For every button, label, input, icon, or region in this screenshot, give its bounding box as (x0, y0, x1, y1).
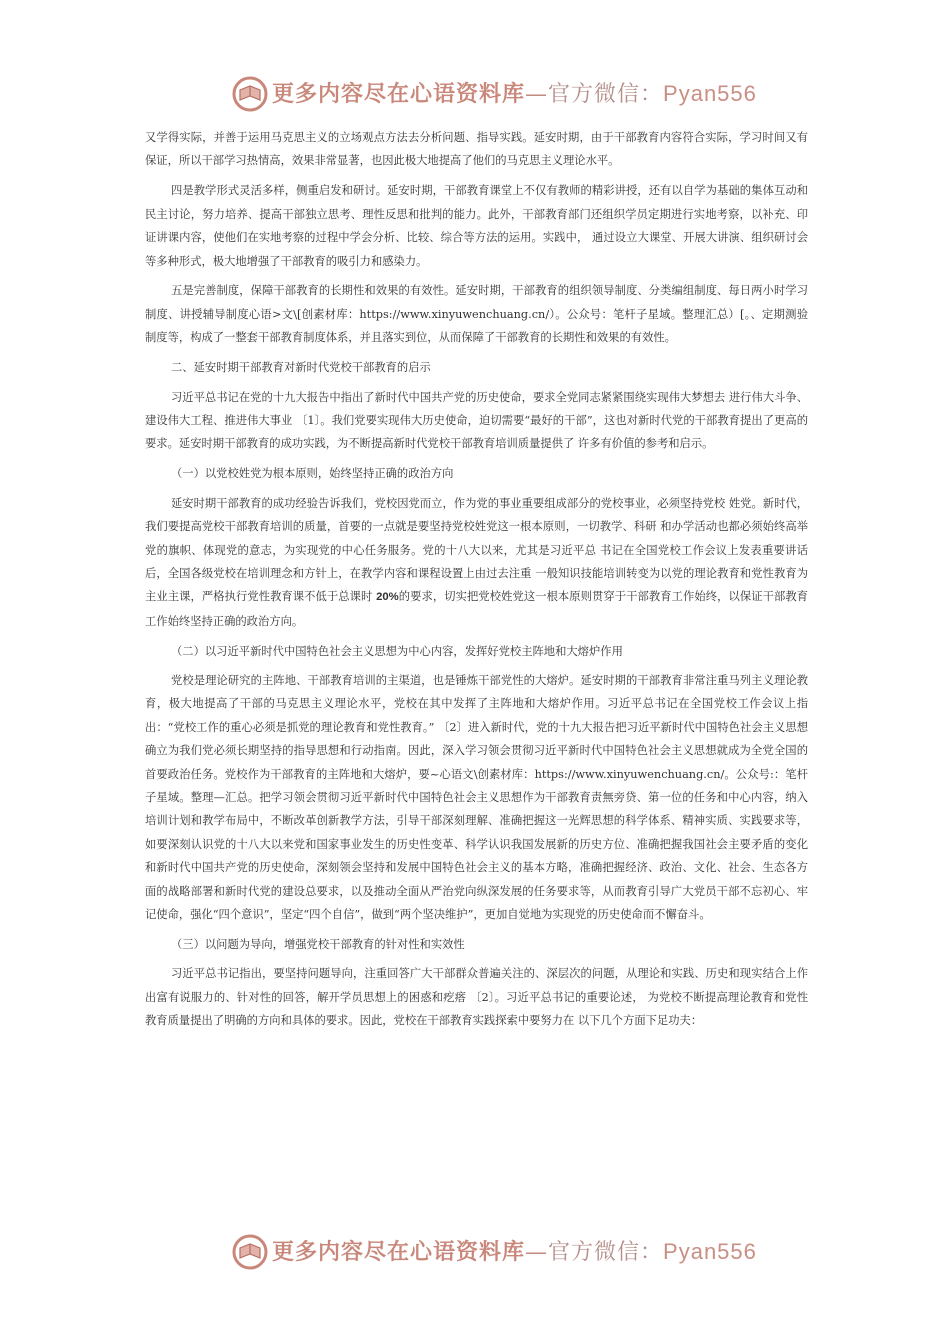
watermark-banner-bottom (0, 1230, 950, 1276)
book-logo-icon (232, 76, 268, 112)
subsection-heading-2: （二）以习近平新时代中国特色社会主义思想为中心内容，发挥好党校主阵地和大熔炉作用 (170, 644, 623, 658)
paragraph-7: 习近平总书记指出，要坚持问题导向，注重回答广大干部群众普遍关注的、深层次的问题，从理论和实践、历史和现实结合上作出富有说服力的、针对性的回答，解开学员思想上的困惑和疙瘩 〔2〕。习近平总书记的重要论述， 为党校不断提高理论教育和党性教育质量提出了明确的方向和具体的要求。因此，党校在干部教育实践探索中要努力在 以下几个方面下足功夫： (145, 967, 808, 1028)
subsection-heading-1: （一）以党校姓党为根本原则，始终坚持正确的政治方向 (170, 467, 454, 481)
paragraph-3: 五是完善制度，保障干部教育的长期性和效果的有效性。延安时期，干部教育的组织领导制度、分类编组制度、每日两小时学习制度、讲授辅导制度心语>文\[创素材库：https://www.xinyuwenchuang.cn/）。公众号：笔杆子星域。整理汇总）[。、定期测验制度等，构成了一整套干部教育制度体系，并且落实到位，从而保障了干部教育的长期性和效果的有效性。 (145, 284, 808, 345)
document-body (145, 126, 808, 1039)
paragraph-4: 习近平总书记在党的十九大报告中指出了新时代中国共产党的历史使命，要求全党同志紧紧围绕实现伟大梦想去 进行伟大斗争、建设伟大工程、推进伟大事业 〔1〕。我们党要实现伟大历史使命，迫切需要“最好的干部”，这也对新时代党的干部教育提出了更高的要求。延安时期干部教育的成功实践，为不断提高新时代党校干部教育培训质量提供了 许多有价值的参考和启示。 (145, 390, 808, 451)
section-heading-2: 二、延安时期干部教育对新时代党校干部教育的启示 (170, 361, 431, 375)
watermark-text: 更多内容尽在心语资料库—官方微信：Pyan556 (272, 1239, 757, 1265)
watermark-banner-top (0, 72, 950, 118)
paragraph-1: 又学得实际，并善于运用马克思主义的立场观点方法去分析问题、指导实践。延安时期，由于干部教育内容符合实际，学习时间又有保证，所以干部学习热情高，效果非常显著，也因此极大地提高了他们的马克思主义理论水平。 (145, 131, 808, 168)
subsection-heading-3: （三）以问题为导向，增强党校干部教育的针对性和实效性 (170, 938, 465, 951)
watermark-text: 更多内容尽在心语资料库—官方微信：Pyan556 (272, 81, 757, 107)
book-logo-icon (232, 1234, 268, 1270)
paragraph-6: 党校是理论研究的主阵地、干部教育培训的主渠道，也是锤炼干部党性的大熔炉。延安时期的干部教育非常注重马列主义理论教育，极大地提高了干部的马克思主义理论水平，党校在其中发挥了主阵地和大熔炉作用。习近平总书记在全国党校工作会议上指出：“党校工作的重心必须是抓党的理论教育和党性教育。” 〔2〕进入新时代，党的十九大报告把习近平新时代中国特色社会主义思想确立为我们党必须长期坚持的指导思想和行动指南。因此，深入学习领会贯彻习近平新时代中国特色社会主义思想就成为全党全国的首要政治任务。党校作为干部教育的主阵地和大熔炉，要~心语文\创素材库：https://www.xinyuwenchuang.cn/。公众号:：笔杆子星域。整理—汇总。把学习领会贯彻习近平新时代中国特色社会主义思想作为干部教育责無旁贷、第一位的任务和中心内容，纳入培训计划和教学布局中，不断改革创新教学方法，引导干部深刻理解、准确把握这一光辉思想的科学体系、精神实质、实践要求等，如要深刻认识党的十八大以来党和国家事业发生的历史性变革、科学认识我国发展新的历史方位、准确把握我国社会主要矛盾的变化和新时代中国共产党的历史使命，深刻领会坚持和发展中国特色社会主义的基本方略，准确把握经济、政治、文化、社会、生态各方面的战略部署和新时代党的建设总要求，以及推动全面从严治党向纵深发展的任务要求等，从而教育引导广大党员干部不忘初心、牢记使命，强化“四个意识”，坚定“四个自信”，做到“两个坚决维护”，更加自觉地为实现党的历史使命而不懈奋斗。 (145, 674, 808, 922)
paragraph-5: 延安时期干部教育的成功经验告诉我们，党校因党而立，作为党的事业重要组成部分的党校事业，必须坚持党校 姓党。新时代，我们要提高党校干部教育培训的质量，首要的一点就是要坚持党校姓党这一根本原则，一切教学、科研 和办学活动也都必须始终高举党的旗帜、体现党的意志，为实现党的中心任务服务。党的十八大以来，尤其是习近平总 书记在全国党校工作会议上发表重要讲话后，全国各级党校在培训理念和方针上，在教学内容和课程设置上由过去注重 一般知识技能培训转变为以党的理论教育和党性教育为主业主课，严格执行党性教育课不低于总课时 20%的要求，切实把党校姓党这一根本原则贯穿于干部教育工作始终，以保证干部教育工作始终坚持正确的政治方向。 (145, 496, 808, 628)
paragraph-2: 四是教学形式灵活多样，侧重启发和研讨。延安时期，干部教育课堂上不仅有教师的精彩讲授，还有以自学为基础的集体互动和民主讨论，努力培养、提高干部独立思考、理性反思和批判的能力。此外，干部教育部门还组织学员定期进行实地考察，以补充、印证讲课内容，使他们在实地考察的过程中学会分析、比较、综合等方法的运用。实践中， 通过设立大课堂、开展大讲演、组织研讨会等多种形式，极大地增强了干部教育的吸引力和感染力。 (145, 184, 808, 268)
